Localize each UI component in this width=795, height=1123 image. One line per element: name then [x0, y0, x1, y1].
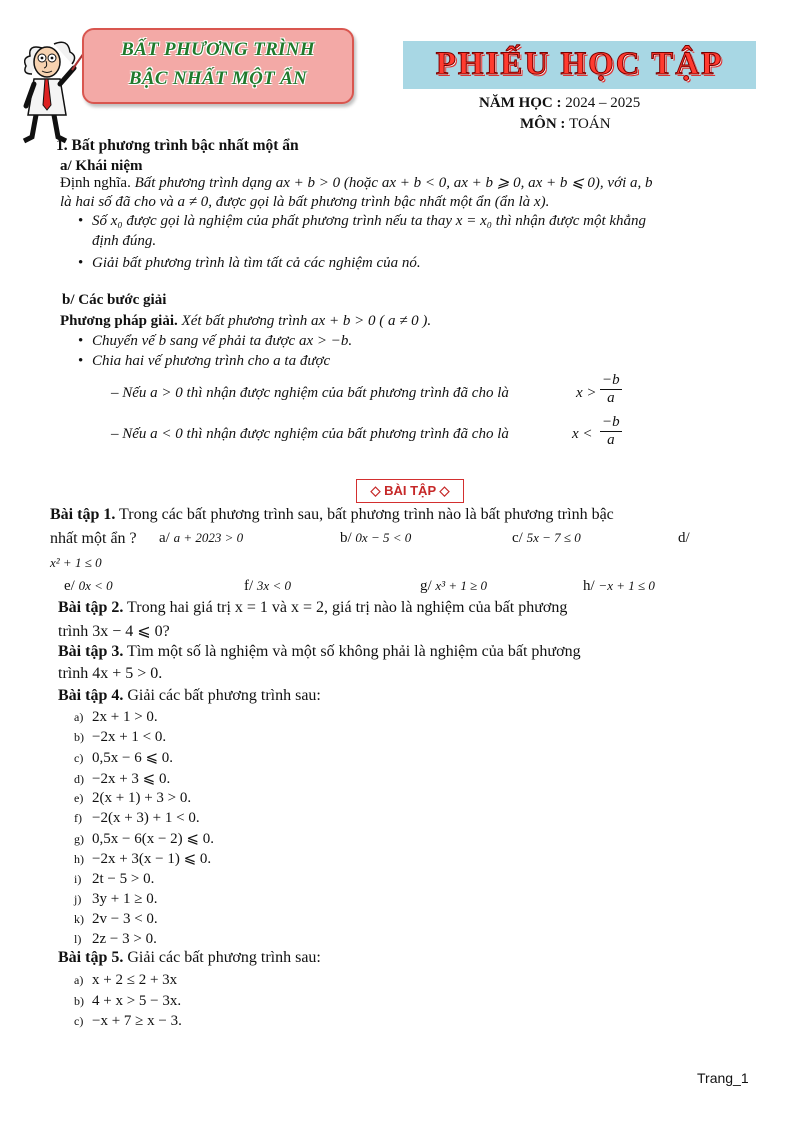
topic-line-2: BẬC NHẤT MỘT ẨN	[128, 68, 308, 89]
item-expression: 0x < 0	[78, 578, 113, 593]
bullet-solution-line-1: • Số x₀ được gọi là nghiệm của phất phương trình nếu ta thay x = x₀ thì nhận được một khẳng	[92, 212, 646, 231]
list-item	[74, 789, 214, 809]
ex2-text: Trong hai giá trị x = 1 và x = 2, giá trị nào là nghiệm của bất phương	[123, 599, 568, 616]
ex5-list	[74, 971, 182, 1033]
item-expression: −2x + 3 ⩽ 0.	[92, 770, 171, 787]
case-negative-fraction	[600, 414, 622, 449]
ex1-item-f	[244, 578, 291, 595]
fraction-denominator: a	[607, 432, 615, 448]
section-a-title: a/ Khái niệm	[60, 158, 143, 174]
item-expression: 3x < 0	[256, 578, 291, 593]
item-label: b)	[74, 993, 84, 1008]
ex3-line-2: trình 4x + 5 > 0.	[58, 665, 163, 682]
method-label: Phương pháp giải.	[60, 313, 178, 329]
case-negative-x: x <	[572, 426, 593, 442]
ex1-title: Bài tập 1.	[50, 506, 116, 523]
item-label: c)	[74, 1014, 84, 1028]
school-year-value: 2024 – 2025	[565, 95, 641, 111]
list-item	[74, 708, 214, 728]
item-expression: 2(x + 1) + 3 > 0.	[92, 789, 192, 806]
bullet-divide: • Chia hai vế phương trình cho a ta được	[92, 352, 330, 371]
item-label: a/	[159, 530, 170, 546]
topic-line-1: BẤT PHƯƠNG TRÌNH	[121, 39, 315, 60]
ex5-line	[58, 949, 321, 967]
item-expression: −2x + 3(x − 1) ⩽ 0.	[92, 851, 212, 868]
item-label: f/	[244, 578, 254, 594]
subject-label: MÔN :	[520, 116, 566, 132]
ex1-item-h	[583, 578, 655, 595]
ex1-item-g	[420, 578, 487, 595]
fraction-denominator: a	[607, 390, 615, 406]
ex2-line-1	[58, 599, 567, 617]
item-expression: 5x − 7 ≤ 0	[526, 530, 581, 545]
banner-title: PHIẾU HỌC TẬP	[435, 46, 724, 82]
list-item	[74, 849, 214, 869]
item-label: f)	[74, 810, 82, 825]
item-label: h/	[583, 578, 595, 594]
definition-text: Bất phương trình dạng ax + b > 0 (hoặc ax + b < 0, ax + b ⩾ 0, ax + b ⩽ 0), với a, b	[130, 175, 653, 191]
item-label: g/	[420, 578, 432, 594]
ex2-line-2: trình 3x − 4 ⩽ 0?	[58, 623, 170, 640]
item-expression: −x + 7 ≥ x − 3.	[92, 1013, 182, 1029]
item-label: h)	[74, 852, 84, 867]
ex4-list	[74, 708, 214, 950]
item-expression: a + 2023 > 0	[173, 530, 244, 545]
ex1-item-c	[512, 530, 581, 547]
item-label: c)	[74, 751, 84, 766]
ex1-text: Trong các bất phương trình sau, bất phương trình nào là bất phương trình bậc	[115, 506, 614, 523]
item-label: l)	[74, 932, 82, 947]
item-label: e)	[74, 790, 84, 805]
bullet-move-b: • Chuyển vế b sang vế phải ta được ax > −b.	[92, 332, 352, 351]
ex4-line	[58, 687, 321, 705]
subject	[520, 116, 611, 133]
definition-line-2: là hai số đã cho và a ≠ 0, được gọi là bất phương trình bậc nhất một ẩn (ẩn là x).	[60, 194, 550, 210]
list-item	[74, 829, 214, 849]
ex3-text: Tìm một số là nghiệm và một số không phải là nghiệm của bất phương	[123, 643, 581, 660]
ex3-title: Bài tập 3.	[58, 643, 124, 660]
definition-label: Định nghĩa.	[60, 175, 131, 191]
ex1-item-d-label: d/	[678, 530, 690, 546]
item-expression: 2x + 1 > 0.	[92, 709, 158, 725]
subject-value: TOÁN	[569, 116, 611, 132]
list-item	[74, 748, 214, 768]
item-expression: 0x − 5 < 0	[355, 530, 412, 545]
ex4-text: Giải các bất phương trình sau:	[123, 687, 321, 704]
ex3-line-1	[58, 643, 581, 661]
list-item	[74, 910, 214, 930]
item-label: d)	[74, 771, 84, 786]
ex1-line-2: nhất một ẩn ?	[50, 530, 137, 547]
page-number: Trang_1	[697, 1070, 749, 1086]
item-label: a)	[74, 973, 84, 987]
list-item	[74, 992, 182, 1013]
item-label: b)	[74, 730, 84, 745]
item-expression: −x + 1 ≤ 0	[598, 578, 655, 593]
list-item	[74, 769, 214, 789]
section-1-title: 1. Bất phương trình bậc nhất một ẩn	[56, 137, 299, 154]
bullet-solve: • Giải bất phương trình là tìm tất cả các nghiệm của nó.	[92, 254, 421, 273]
ex5-text: Giải các bất phương trình sau:	[123, 949, 321, 966]
item-label: e/	[64, 578, 75, 594]
list-item	[74, 971, 182, 992]
item-expression: x³ + 1 ≥ 0	[435, 578, 487, 593]
ex1-item-d-expr: x² + 1 ≤ 0	[50, 555, 102, 570]
ex1-item-b	[340, 530, 411, 547]
definition-line-1	[60, 174, 653, 193]
item-label: b/	[340, 530, 352, 546]
item-expression: 0,5x − 6 ⩽ 0.	[92, 750, 174, 767]
list-item	[74, 870, 214, 890]
item-label: i)	[74, 871, 82, 886]
ex1-item-a	[159, 530, 243, 547]
case-positive-x: x >	[576, 385, 597, 401]
fraction-numerator: −b	[602, 372, 620, 388]
item-label: k)	[74, 911, 84, 926]
case-negative: – Nếu a < 0 thì nhận được nghiệm của bất phương trình đã cho là	[111, 426, 509, 442]
list-item	[74, 890, 214, 910]
item-label: a)	[74, 710, 84, 724]
method-text: Xét bất phương trình ax + b > 0 ( a ≠ 0 ).	[177, 313, 432, 329]
worksheet-banner	[403, 41, 756, 89]
item-expression: 2z − 3 > 0.	[92, 931, 157, 948]
list-item	[74, 809, 214, 829]
section-b-title: b/ Các bước giải	[62, 292, 167, 308]
school-year-label: NĂM HỌC :	[479, 95, 562, 111]
case-positive-fraction	[600, 372, 622, 407]
item-label: j)	[74, 891, 82, 906]
teacher-illustration	[14, 34, 86, 146]
fraction-numerator: −b	[602, 414, 620, 430]
item-expression: 4 + x > 5 − 3x.	[92, 992, 182, 1009]
list-item	[74, 1012, 182, 1033]
ex2-title: Bài tập 2.	[58, 599, 124, 616]
item-label: g)	[74, 832, 84, 847]
item-label: c/	[512, 530, 523, 546]
item-expression: 2t − 5 > 0.	[92, 870, 155, 887]
item-expression: −2x + 1 < 0.	[92, 729, 167, 746]
school-year	[479, 95, 640, 112]
item-expression: 3y + 1 ≥ 0.	[92, 890, 158, 907]
ex4-title: Bài tập 4.	[58, 687, 124, 704]
method-line	[60, 312, 431, 331]
ex1-item-e	[64, 578, 113, 595]
item-expression: x + 2 ≤ 2 + 3x	[92, 972, 178, 988]
ex1-line-1	[50, 506, 614, 524]
topic-box	[82, 28, 354, 104]
item-expression: 0,5x − 6(x − 2) ⩽ 0.	[92, 831, 214, 848]
case-positive: – Nếu a > 0 thì nhận được nghiệm của bất phương trình đã cho là	[111, 385, 509, 401]
list-item	[74, 728, 214, 748]
bullet-solution-line-2: định đúng.	[92, 233, 157, 249]
ex5-title: Bài tập 5.	[58, 949, 124, 966]
list-item	[74, 930, 214, 950]
item-expression: −2(x + 3) + 1 < 0.	[92, 809, 200, 826]
exercises-tag: ◇ BÀI TẬP ◇	[356, 479, 464, 503]
item-expression: 2v − 3 < 0.	[92, 910, 158, 927]
